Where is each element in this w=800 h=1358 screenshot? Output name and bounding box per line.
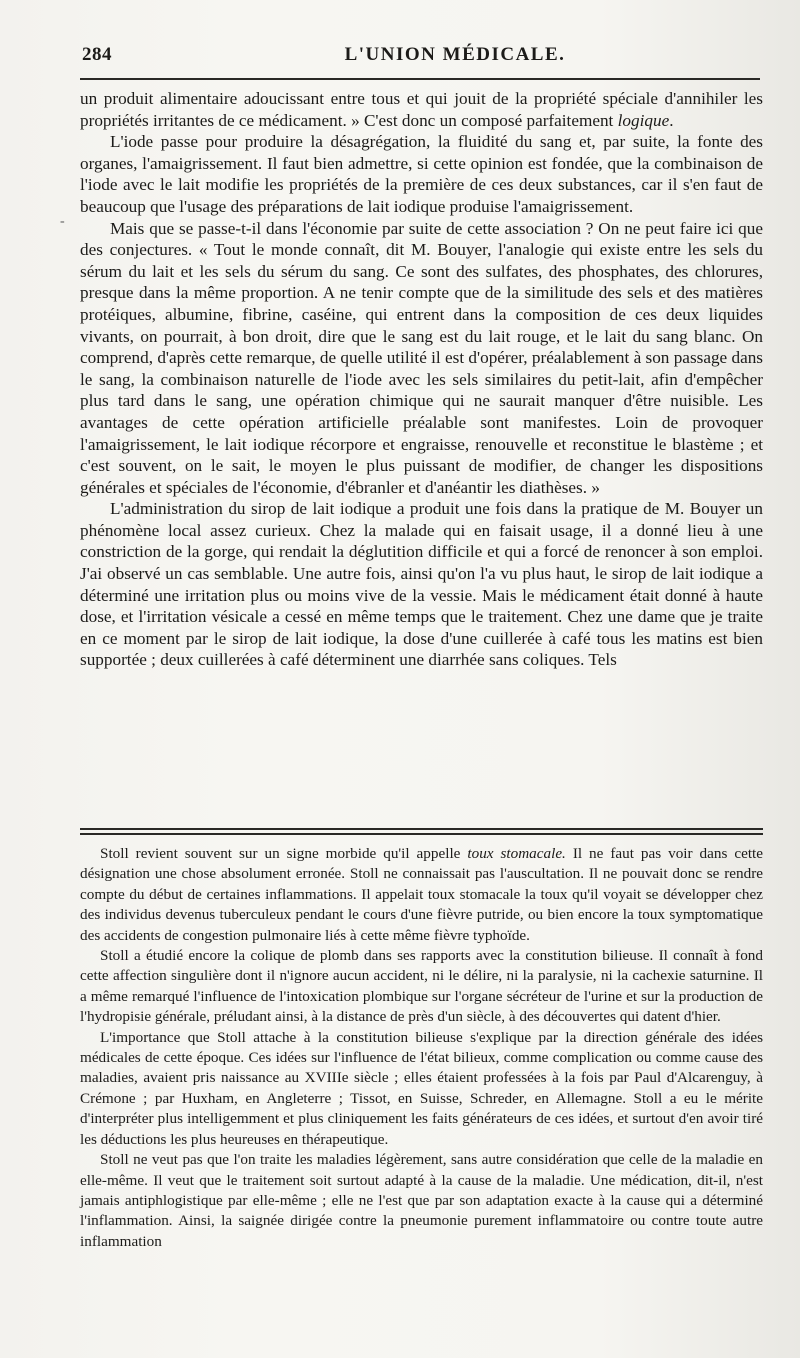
note-paragraph-4: Stoll ne veut pas que l'on traite les maladies légèrement, sans autre considération que celle de la maladie en elle-même. Il veut que le traitement soit surtout adapté à la cause de la maladie. Une médication, dit-il, n'est jamais antiphlogistique par elle-même ; elle ne l'est que par son adaptation exacte à la cause qui a déterminé l'inflammation. Ainsi, la saignée dirigée contre la pneumonie purement inflammatoire ou contre toute autre inflammation [80, 1151, 763, 1250]
main-text [80, 88, 763, 671]
footnotes [80, 844, 763, 1252]
note-text: Stoll revient souvent sur un signe morbide qu'il appelle [100, 845, 468, 862]
note-paragraph-3: L'importance que Stoll attache à la constitution bilieuse s'explique par la direction générale des idées médicales de cette époque. Ces idées sur l'influence de l'état bilieux, comme complication ou comme cause des maladies, avaient pris naissance au XVIIIe siècle ; elles étaient professées à la fois par Paul d'Alcarenguy, à Crémone ; par Huxham, en Angleterre ; Tissot, en Suisse, Schreder, en Allemagne. Stoll a eu le mérite d'interpréter plus intelligemment et plus cliniquement les faits générateurs de ces idées, et surtout d'en avoir tiré les déductions les plus heureuses en thérapeutique. [80, 1028, 763, 1148]
emphasized-word: logique [617, 110, 670, 130]
main-paragraph-1 [80, 88, 763, 131]
page-header [80, 44, 760, 78]
note-paragraph-2: Stoll a étudié encore la colique de plomb dans ses rapports avec la constitution bilieuse. Il connaît à fond cette affection singulière dont il n'ignore aucun accident, ni le délire, ni la paralysie, ni la cachexie saturnine. Il a même remarqué l'influence de l'intoxication plombique sur l'organe sécréteur de l'urine et sur la production de l'hydropisie générale, préludant ainsi, à la distance de près d'un siècle, à des découvertes qui datent d'hier. [80, 947, 763, 1026]
emphasized-term: toux stomacale. [467, 845, 566, 862]
page-number: 284 [82, 44, 112, 65]
header-rule [80, 78, 760, 80]
main-paragraph-4: L'administration du sirop de lait iodique a produit une fois dans la pratique de M. Bouyer un phénomène local assez curieux. Chez la malade qui en faisait usage, il a donné lieu à une constriction de la gorge, qui rendait la déglutition difficile et qui a forcé de renoncer à son emploi. J'ai observé un cas semblable. Une autre fois, ainsi qu'on l'a vu plus haut, le sirop de lait iodique a déterminé une irritation plus ou moins vive de la vessie. Mais le médicament était donné à haute dose, et l'irritation vésicale a cessé en même temps que le traitement. Chez une dame que je traite en ce moment par le sirop de lait iodique, la dose d'une cuillerée à café tous les matins est bien supportée ; deux cuillerées à café déterminent une diarrhée sans coliques. Tels [80, 499, 763, 670]
running-title: L'UNION MÉDICALE. [344, 44, 566, 65]
paragraph-text: . [669, 110, 674, 130]
margin-mark: - [60, 214, 65, 229]
note-text: Il ne faut pas voir dans cette désignation une chose absolument erronée. Stoll ne connaissait pas l'auscultation. Il ne pouvait donc se rendre compte du début de certaines inflammations. Il appelait toux stomacale la toux qu'il voyait se développer chez des individus devenus tuberculeux pendant le cours d'une fièvre putride, ou bien encore la toux symptomatique des accidents de congestion pulmonaire liés à cette même fièvre typhoïde. [80, 845, 763, 944]
footnote-separator [80, 828, 763, 835]
main-paragraph-3: Mais que se passe-t-il dans l'économie par suite de cette association ? On ne peut faire ici que des conjectures. « Tout le monde connaît, dit M. Bouyer, l'analogie qui existe entre les sels du sérum du lait et les sels du sérum du sang. Ce sont des sulfates, des phosphates, des chlorures, presque dans la même proportion. A ne tenir compte que de la similitude des sels et des matières protéiques, albumine, fibrine, caséine, qui entrent dans la composition de ces deux liquides vivants, on pourrait, à bon droit, dire que le sang est du lait rouge, et le lait du sang blanc. On comprend, d'après cette remarque, de quelle utilité il est d'opérer, préalablement à son passage dans le sang, la combinaison naturelle de l'iode avec les sels similaires du petit-lait, afin d'empêcher plus tard dans le sang, une opération chimique qui ne saurait manquer d'être nuisible. Les avantages de cette opération artificielle préalable sont manifestes. Loin de provoquer l'amaigrissement, le lait iodique récorpore et engraisse, renouvelle et reconstitue le blastème ; et c'est souvent, on le sait, le moyen le plus puissant de modifier, de changer les dispositions générales et spéciales de l'économie, d'ébranler et d'anéantir les diathèses. » [80, 218, 763, 497]
note-paragraph-1 [80, 844, 763, 946]
paragraph-text: un produit alimentaire adoucissant entre tous et qui jouit de la propriété spéciale d'annihiler les propriétés irritantes de ce médicament. » C'est donc un composé parfaitement [80, 89, 763, 130]
main-paragraph-2: L'iode passe pour produire la désagrégation, la fluidité du sang et, par suite, la fonte des organes, l'amaigrissement. Il faut bien admettre, si cette opinion est fondée, que la combinaison de l'iode avec le lait modifie les propriétés de la première de ces deux substances, car il s'en faut de beaucoup que l'usage des préparations de lait iodique produise l'amaigrissement. [80, 132, 763, 216]
